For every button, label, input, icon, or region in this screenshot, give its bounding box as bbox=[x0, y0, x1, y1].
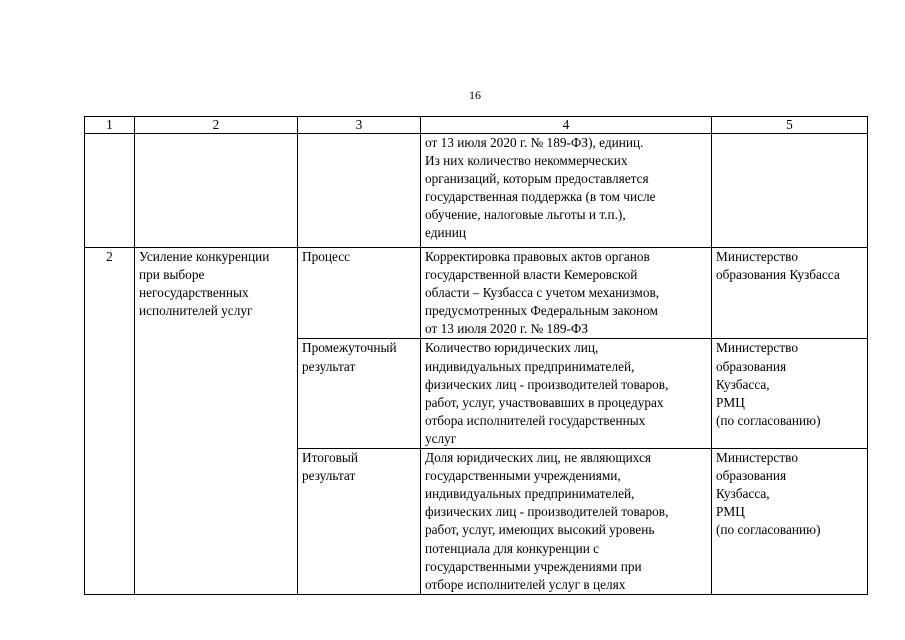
page-number: 16 bbox=[469, 88, 481, 102]
responsible-executor: Министерство образования Кузбасса, РМЦ (по согласованию) bbox=[712, 449, 868, 595]
measure-name: Усиление конкуренции при выборе негосударственных исполнителей услуг bbox=[135, 248, 298, 595]
cell-empty bbox=[298, 134, 421, 248]
indicator-description: от 13 июля 2020 г. № 189-ФЗ), единиц. Из них количество некоммерческих организаций, которым предоставляется государственная поддержка (в том числе обучение, налоговые льготы и т.п.), единиц bbox=[421, 134, 712, 248]
cell-empty bbox=[135, 134, 298, 248]
header-cell-3: 3 bbox=[298, 117, 421, 134]
stage-label: Итоговый результат bbox=[298, 449, 421, 595]
responsible-executor: Министерство образования Кузбасса, РМЦ (по согласованию) bbox=[712, 339, 868, 449]
measures-table bbox=[84, 116, 868, 595]
cell-empty bbox=[85, 134, 135, 248]
indicator-description: Корректировка правовых актов органов государственной власти Кемеровской области – Кузбасса с учетом механизмов, предусмотренных Федеральным законом от 13 июля 2020 г. № 189-ФЗ bbox=[421, 248, 712, 339]
stage-label: Процесс bbox=[298, 248, 421, 339]
cell-empty bbox=[712, 134, 868, 248]
table-row bbox=[85, 248, 868, 339]
indicator-description: Доля юридических лиц, не являющихся государственными учреждениями, индивидуальных предпринимателей, физических лиц - производителей товаров, работ, услуг, имеющих высокий уровень потенциала для конкуренции с государственными учреждениями при отборе исполнителей услуг в целях bbox=[421, 449, 712, 595]
responsible-executor: Министерство образования Кузбасса bbox=[712, 248, 868, 339]
header-cell-5: 5 bbox=[712, 117, 868, 134]
table-header-row bbox=[85, 117, 868, 134]
row-number: 2 bbox=[85, 248, 135, 595]
header-cell-2: 2 bbox=[135, 117, 298, 134]
header-cell-4: 4 bbox=[421, 117, 712, 134]
stage-label: Промежуточный результат bbox=[298, 339, 421, 449]
table-row-continued bbox=[85, 134, 868, 248]
indicator-description: Количество юридических лиц, индивидуальных предпринимателей, физических лиц - производителей товаров, работ, услуг, участвовавших в процедурах отбора исполнителей государственных услуг bbox=[421, 339, 712, 449]
header-cell-1: 1 bbox=[85, 117, 135, 134]
